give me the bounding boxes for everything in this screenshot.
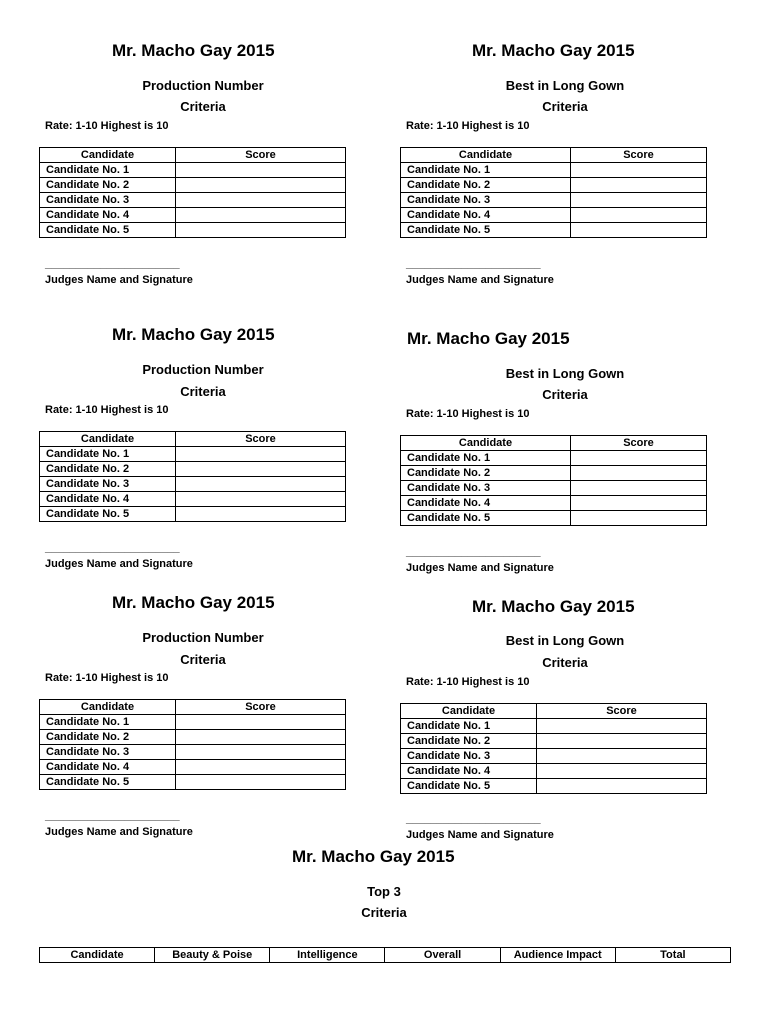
form-subtitle: Top 3 [367,884,401,899]
column-header-intelligence: Intelligence [270,948,385,963]
score-cell[interactable] [176,715,346,730]
form-subtitle: Best in Long Gown [505,633,625,648]
form-criteria: Criteria [542,655,588,670]
form-title: Mr. Macho Gay 2015 [472,41,635,60]
column-header-candidate: Candidate [40,948,155,963]
score-cell[interactable] [176,447,346,462]
table-row [401,749,707,764]
table-row [401,734,707,749]
score-table [400,147,707,238]
form-criteria: Criteria [180,652,226,667]
score-table [39,699,346,790]
score-cell[interactable] [571,163,707,178]
table-row [40,507,346,522]
candidate-label: Candidate No. 2 [401,734,537,749]
table-header-row [40,432,346,447]
signature-label: Judges Name and Signature [406,274,554,286]
candidate-label: Candidate No. 2 [401,178,571,193]
candidate-label: Candidate No. 2 [401,466,571,481]
score-table [400,435,707,526]
column-header-score: Score [176,700,346,715]
form-subtitle: Production Number [142,78,264,93]
candidate-label: Candidate No. 4 [401,496,571,511]
signature-label: Judges Name and Signature [406,562,554,574]
score-table [39,147,346,238]
score-cell[interactable] [571,466,707,481]
table-row [401,481,707,496]
form-title: Mr. Macho Gay 2015 [112,41,275,60]
form-title: Mr. Macho Gay 2015 [112,325,275,344]
score-cell[interactable] [176,193,346,208]
form-criteria: Criteria [180,384,226,399]
candidate-label: Candidate No. 4 [40,208,176,223]
candidate-label: Candidate No. 5 [401,779,537,794]
candidate-label: Candidate No. 4 [401,764,537,779]
form-subtitle: Production Number [142,362,264,377]
table-row [40,447,346,462]
score-cell[interactable] [571,496,707,511]
score-cell[interactable] [571,208,707,223]
score-cell[interactable] [537,764,707,779]
candidate-label: Candidate No. 4 [40,760,176,775]
score-cell[interactable] [176,163,346,178]
score-cell[interactable] [571,481,707,496]
rating-instruction: Rate: 1-10 Highest is 10 [406,676,530,688]
signature-line[interactable]: ______________________ [406,813,541,825]
score-cell[interactable] [571,451,707,466]
column-header-candidate: Candidate [401,704,537,719]
form-criteria: Criteria [542,99,588,114]
score-cell[interactable] [176,775,346,790]
score-table [400,703,707,794]
table-row [401,466,707,481]
candidate-label: Candidate No. 3 [401,193,571,208]
signature-line[interactable]: ______________________ [45,810,180,822]
signature-label: Judges Name and Signature [406,829,554,841]
table-row [40,775,346,790]
candidate-label: Candidate No. 1 [40,447,176,462]
table-row [401,208,707,223]
rating-instruction: Rate: 1-10 Highest is 10 [406,408,530,420]
column-header-score: Score [176,432,346,447]
table-row [401,511,707,526]
form-criteria: Criteria [180,99,226,114]
rating-instruction: Rate: 1-10 Highest is 10 [45,120,169,132]
signature-line[interactable]: ______________________ [45,258,180,270]
table-row [401,193,707,208]
candidate-label: Candidate No. 3 [40,193,176,208]
column-header-score: Score [537,704,707,719]
candidate-label: Candidate No. 4 [40,492,176,507]
table-row [401,719,707,734]
column-header-overall: Overall [385,948,500,963]
table-row [401,163,707,178]
score-cell[interactable] [571,193,707,208]
table-row [40,178,346,193]
candidate-label: Candidate No. 4 [401,208,571,223]
column-header-candidate: Candidate [40,700,176,715]
signature-line[interactable]: ______________________ [45,542,180,554]
score-cell[interactable] [176,178,346,193]
score-cell[interactable] [176,507,346,522]
column-header-score: Score [571,436,707,451]
candidate-label: Candidate No. 1 [401,163,571,178]
table-row [401,496,707,511]
form-title: Mr. Macho Gay 2015 [407,329,570,348]
column-header-total: Total [615,948,730,963]
candidate-label: Candidate No. 1 [401,451,571,466]
form-criteria: Criteria [542,387,588,402]
signature-label: Judges Name and Signature [45,826,193,838]
table-row [40,163,346,178]
table-header-row [401,436,707,451]
table-row [401,451,707,466]
score-cell[interactable] [571,511,707,526]
table-header-row [401,704,707,719]
score-cell[interactable] [537,734,707,749]
column-header-score: Score [571,148,707,163]
table-row [40,492,346,507]
signature-line[interactable]: ______________________ [406,258,541,270]
score-cell[interactable] [571,223,707,238]
form-title: Mr. Macho Gay 2015 [112,593,275,612]
score-cell[interactable] [176,208,346,223]
candidate-label: Candidate No. 2 [40,730,176,745]
candidate-label: Candidate No. 1 [40,163,176,178]
form-criteria: Criteria [361,905,407,920]
form-title: Mr. Macho Gay 2015 [292,847,455,866]
table-row [40,715,346,730]
candidate-label: Candidate No. 2 [40,462,176,477]
form-title: Mr. Macho Gay 2015 [472,597,635,616]
candidate-label: Candidate No. 3 [40,745,176,760]
candidate-label: Candidate No. 5 [40,507,176,522]
signature-line[interactable]: ______________________ [406,546,541,558]
candidate-label: Candidate No. 3 [401,749,537,764]
top3-score-table [39,947,731,963]
table-header-row [40,700,346,715]
rating-instruction: Rate: 1-10 Highest is 10 [45,672,169,684]
column-header-candidate: Candidate [40,432,176,447]
score-cell[interactable] [571,178,707,193]
table-header-row [40,948,731,963]
form-subtitle: Best in Long Gown [505,78,625,93]
score-table [39,431,346,522]
score-cell[interactable] [176,477,346,492]
candidate-label: Candidate No. 3 [40,477,176,492]
table-row [40,730,346,745]
score-cell[interactable] [176,492,346,507]
table-row [40,208,346,223]
table-header-row [401,148,707,163]
table-row [40,745,346,760]
rating-instruction: Rate: 1-10 Highest is 10 [45,404,169,416]
column-header-beauty-poise: Beauty & Poise [155,948,270,963]
signature-label: Judges Name and Signature [45,274,193,286]
table-row [40,477,346,492]
candidate-label: Candidate No. 3 [401,481,571,496]
candidate-label: Candidate No. 5 [401,511,571,526]
column-header-candidate: Candidate [40,148,176,163]
table-row [401,223,707,238]
score-cell[interactable] [176,745,346,760]
table-row [401,779,707,794]
table-row [401,764,707,779]
signature-label: Judges Name and Signature [45,558,193,570]
score-cell[interactable] [176,462,346,477]
rating-instruction: Rate: 1-10 Highest is 10 [406,120,530,132]
score-cell[interactable] [176,760,346,775]
score-cell[interactable] [537,749,707,764]
candidate-label: Candidate No. 1 [40,715,176,730]
column-header-score: Score [176,148,346,163]
candidate-label: Candidate No. 2 [40,178,176,193]
form-subtitle: Production Number [142,630,264,645]
score-cell[interactable] [537,719,707,734]
candidate-label: Candidate No. 5 [40,223,176,238]
table-row [401,178,707,193]
form-subtitle: Best in Long Gown [505,366,625,381]
table-row [40,462,346,477]
candidate-label: Candidate No. 5 [401,223,571,238]
table-header-row [40,148,346,163]
table-row [40,760,346,775]
column-header-candidate: Candidate [401,436,571,451]
column-header-candidate: Candidate [401,148,571,163]
score-cell[interactable] [176,223,346,238]
column-header-audience-impact: Audience Impact [500,948,615,963]
candidate-label: Candidate No. 1 [401,719,537,734]
table-row [40,193,346,208]
score-cell[interactable] [176,730,346,745]
score-cell[interactable] [537,779,707,794]
candidate-label: Candidate No. 5 [40,775,176,790]
table-row [40,223,346,238]
